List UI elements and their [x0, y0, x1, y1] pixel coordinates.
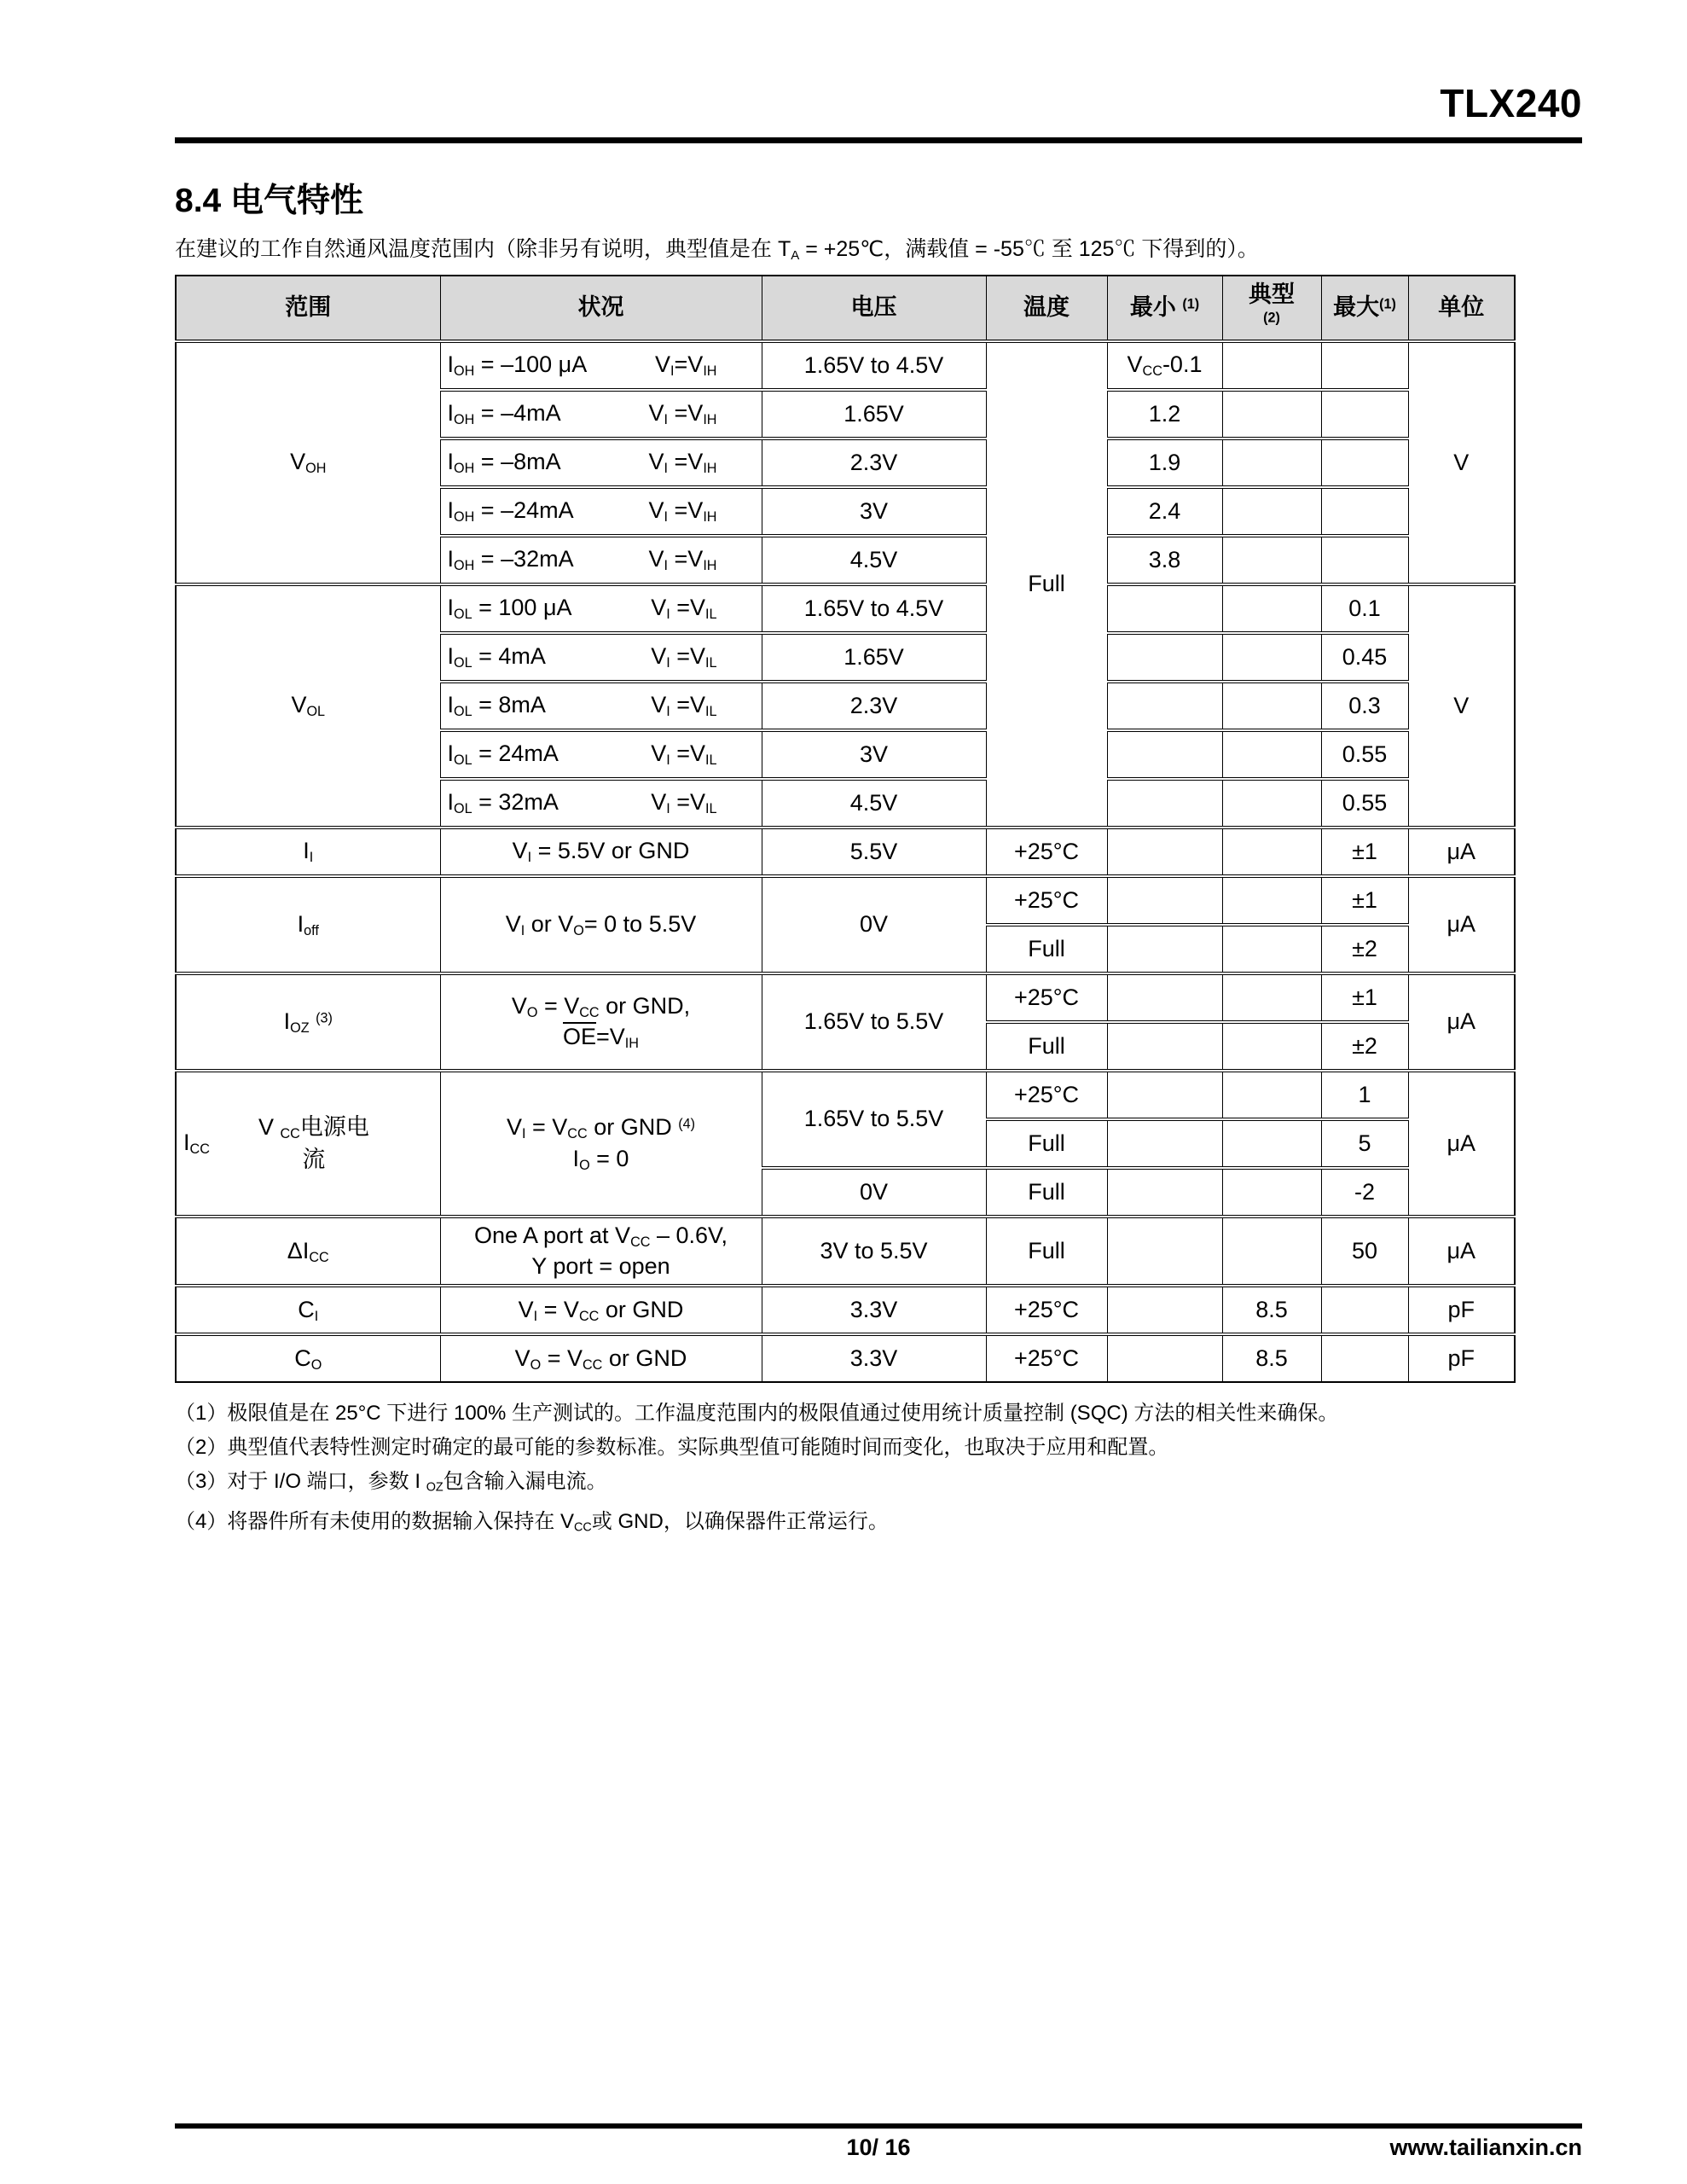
table-cell: 0.55 — [1321, 779, 1408, 828]
table-cell: +25°C — [986, 1334, 1107, 1382]
table-cell: 5.5V — [762, 828, 986, 876]
spec-table — [175, 275, 1516, 1383]
table-cell — [1107, 925, 1222, 973]
table-cell — [1222, 682, 1321, 730]
table-cell — [1107, 1071, 1222, 1119]
table-cell — [1222, 487, 1321, 536]
table-cell: $V_I = V_{CC}$ or GND — [440, 1286, 762, 1334]
table-cell: 1.65V to 4.5V — [762, 584, 986, 633]
column-header: 电压 — [762, 276, 986, 341]
table-cell: $I_{OH} = -24mA$ $V_I =V_{IH}$ — [440, 487, 762, 536]
table-cell: +25°C — [986, 1071, 1107, 1119]
table-cell — [1107, 1022, 1222, 1071]
table-cell — [1222, 1217, 1321, 1286]
table-cell — [1321, 1334, 1408, 1382]
table-cell — [1107, 1119, 1222, 1168]
table-cell — [1321, 487, 1408, 536]
table-cell: Full — [986, 1022, 1107, 1071]
column-header: 单位 — [1408, 276, 1515, 341]
table-row — [176, 341, 1515, 390]
table-cell — [1222, 584, 1321, 633]
table-cell — [1222, 779, 1321, 828]
table-cell — [1222, 828, 1321, 876]
table-cell — [1107, 633, 1222, 682]
table-cell: +25°C — [986, 828, 1107, 876]
table-cell: $I_{OZ}$ $^{(3)}$ — [176, 973, 440, 1071]
table-cell — [1222, 1022, 1321, 1071]
table-cell: 2.4 — [1107, 487, 1222, 536]
table-cell: $I_I$ — [176, 828, 440, 876]
table-cell — [1107, 876, 1222, 925]
table-cell — [1107, 1217, 1222, 1286]
table-cell: 2.3V — [762, 682, 986, 730]
table-cell: $I_{OL} = 100$ μA $V_I =V_{IL}$ — [440, 584, 762, 633]
table-cell: +25°C — [986, 876, 1107, 925]
table-cell: Full — [986, 1217, 1107, 1286]
table-cell: 0.3 — [1321, 682, 1408, 730]
footnote-item: （4）将器件所有未使用的数据输入保持在 $V_{CC}$或 GND，以确保器件正常运行。 — [175, 1509, 889, 1535]
table-cell: +25°C — [986, 1286, 1107, 1334]
footnote-item: （1）极限值是在 25°C 下进行 100% 生产测试的。工作温度范围内的极限值通过使用统计质量控制 (SQC) 方法的相关性来确保。 — [175, 1402, 1339, 1426]
table-cell: 1.2 — [1107, 390, 1222, 439]
table-cell: pF — [1408, 1286, 1515, 1334]
table-cell: Full — [986, 1119, 1107, 1168]
table-row — [176, 973, 1515, 1022]
table-cell: 1.65V — [762, 390, 986, 439]
table-cell — [1222, 439, 1321, 487]
table-cell: pF — [1408, 1334, 1515, 1382]
table-cell: $V_I = 5.5V$ or GND — [440, 828, 762, 876]
table-cell: $I_{CC}$ V $_{CC}$电源电流 — [176, 1071, 440, 1217]
table-cell: 1.65V to 5.5V — [762, 1071, 986, 1168]
table-cell — [1107, 584, 1222, 633]
table-cell: $V_{OH}$ — [176, 341, 440, 584]
table-cell — [1222, 390, 1321, 439]
table-cell: 2.3V — [762, 439, 986, 487]
table-cell: 50 — [1321, 1217, 1408, 1286]
table-cell: 1.65V to 5.5V — [762, 973, 986, 1071]
table-cell: Full — [986, 1168, 1107, 1217]
table-cell: $I_{OH} = -32mA$ $V_I =V_{IH}$ — [440, 536, 762, 584]
section-title: 8.4 电气特性 — [175, 183, 364, 219]
column-header: 最大$^{(1)}$ — [1321, 276, 1408, 341]
table-cell: 8.5 — [1222, 1286, 1321, 1334]
table-cell: 0.55 — [1321, 730, 1408, 779]
table-cell: ±1 — [1321, 973, 1408, 1022]
table-cell — [1222, 341, 1321, 390]
table-cell: ±1 — [1321, 828, 1408, 876]
table-cell — [1107, 1334, 1222, 1382]
table-cell: ±1 — [1321, 876, 1408, 925]
table-cell — [1222, 536, 1321, 584]
table-cell: $V_O = V_{CC}$ or GND — [440, 1334, 762, 1382]
table-cell: $C_I$ — [176, 1286, 440, 1334]
table-cell: 0V — [762, 876, 986, 973]
footer-rule — [175, 2123, 1582, 2129]
table-cell: $I_{OH} = -100$ μA $V_I=V_{IH}$ — [440, 341, 762, 390]
table-cell: ±2 — [1321, 1022, 1408, 1071]
table-cell: -2 — [1321, 1168, 1408, 1217]
table-cell: 1 — [1321, 1071, 1408, 1119]
table-cell: $C_O$ — [176, 1334, 440, 1382]
table-cell — [1222, 633, 1321, 682]
table-cell: $V_I$ or $V_O= 0$ to 5.5V — [440, 876, 762, 973]
table-cell — [1107, 779, 1222, 828]
table-row — [176, 1071, 1515, 1119]
table-cell: 8.5 — [1222, 1334, 1321, 1382]
table-cell: $I_{OL} = 4mA$ $V_I =V_{IL}$ — [440, 633, 762, 682]
table-cell: $\Delta I_{CC}$ — [176, 1217, 440, 1286]
table-cell — [1222, 730, 1321, 779]
table-cell — [1222, 925, 1321, 973]
table-row — [176, 876, 1515, 925]
table-cell: 0.1 — [1321, 584, 1408, 633]
table-cell: μA — [1408, 1071, 1515, 1217]
table-cell — [1107, 682, 1222, 730]
footnote-item: （3）对于 I/O 端口，参数 I $_{OZ}$包含输入漏电流。 — [175, 1470, 607, 1495]
table-cell: 0V — [762, 1168, 986, 1217]
header-row — [176, 276, 1515, 341]
table-cell: 4.5V — [762, 536, 986, 584]
table-cell — [1107, 730, 1222, 779]
table-cell: 4.5V — [762, 779, 986, 828]
table-cell: μA — [1408, 1217, 1515, 1286]
table-cell — [1222, 1071, 1321, 1119]
table-cell: $V_{CC}-0.1$ — [1107, 341, 1222, 390]
table-cell — [1321, 439, 1408, 487]
footnote-item: （2）典型值代表特性测定时确定的最可能的参数标准。实际典型值可能随时间而变化，也取决于应用和配置。 — [175, 1436, 1169, 1460]
table-cell: 3.8 — [1107, 536, 1222, 584]
table-cell — [1107, 828, 1222, 876]
table-cell: $I_{OH} = -4mA$ $V_I =V_{IH}$ — [440, 390, 762, 439]
table-cell: μA — [1408, 828, 1515, 876]
table-cell: 3.3V — [762, 1286, 986, 1334]
column-header: 温度 — [986, 276, 1107, 341]
column-header: 最小 $^{(1)}$ — [1107, 276, 1222, 341]
website-link: www.tailianxin.cn — [1389, 2135, 1582, 2160]
table-cell: V — [1408, 341, 1515, 584]
intro-text: 在建议的工作自然通风温度范围内（除非另有说明，典型值是在 $T_A$ = +25℃，满载值 = -55℃ 至 125℃ 下得到的）。 — [175, 237, 1259, 263]
table-row — [176, 1286, 1515, 1334]
table-cell: 3V to 5.5V — [762, 1217, 986, 1286]
table-cell — [1222, 973, 1321, 1022]
table-cell — [1107, 1286, 1222, 1334]
table-cell: $V_I = V_{CC}$ or GND $^{(4)}$ $I_O = 0$ — [440, 1071, 762, 1217]
table-cell: 1.9 — [1107, 439, 1222, 487]
table-cell — [1222, 1168, 1321, 1217]
table-cell: 0.45 — [1321, 633, 1408, 682]
table-cell: Full — [986, 341, 1107, 828]
table-cell — [1222, 876, 1321, 925]
table-cell: 3V — [762, 487, 986, 536]
table-cell — [1321, 1286, 1408, 1334]
footnotes — [175, 1397, 1582, 1544]
table-cell: $I_{OL} = 8mA$ $V_I =V_{IL}$ — [440, 682, 762, 730]
table-cell: 3V — [762, 730, 986, 779]
table-cell: One A port at $V_{CC} - 0.6V$, Y port = open — [440, 1217, 762, 1286]
table-cell — [1321, 341, 1408, 390]
page-number: 10/ 16 — [846, 2135, 911, 2160]
table-row — [176, 1334, 1515, 1382]
table-cell — [1321, 390, 1408, 439]
table-cell: μA — [1408, 876, 1515, 973]
table-row — [176, 828, 1515, 876]
table-cell: Full — [986, 925, 1107, 973]
table-cell: μA — [1408, 973, 1515, 1071]
header-rule — [175, 137, 1582, 143]
table-cell: $I_{off}$ — [176, 876, 440, 973]
column-header: 状况 — [440, 276, 762, 341]
table-cell: 1.65V — [762, 633, 986, 682]
table-cell — [1222, 1119, 1321, 1168]
table-row — [176, 1217, 1515, 1286]
table-cell: 1.65V to 4.5V — [762, 341, 986, 390]
table-cell: 5 — [1321, 1119, 1408, 1168]
column-header: 典型 $^{(2)}$ — [1222, 276, 1321, 341]
table-cell: $I_{OH} = -8mA$ $V_I =V_{IH}$ — [440, 439, 762, 487]
table-cell: +25°C — [986, 973, 1107, 1022]
table-cell: $I_{OL} = 24mA$ $V_I =V_{IL}$ — [440, 730, 762, 779]
table-cell — [1107, 1168, 1222, 1217]
table-cell — [1107, 973, 1222, 1022]
table-row — [176, 584, 1515, 633]
table-cell: V — [1408, 584, 1515, 828]
column-header: 范围 — [176, 276, 440, 341]
table-cell: 3.3V — [762, 1334, 986, 1382]
table-cell — [1321, 536, 1408, 584]
table-cell: $V_{OL}$ — [176, 584, 440, 828]
table-cell: ±2 — [1321, 925, 1408, 973]
table-cell: $I_{OL} = 32mA$ $V_I =V_{IL}$ — [440, 779, 762, 828]
table-cell: $V_O = V_{CC}$ or GND, $\overline{OE}=V_{IH}$ — [440, 973, 762, 1071]
page-footer — [175, 2135, 1582, 2172]
document-title: TLX240 — [1440, 81, 1582, 125]
